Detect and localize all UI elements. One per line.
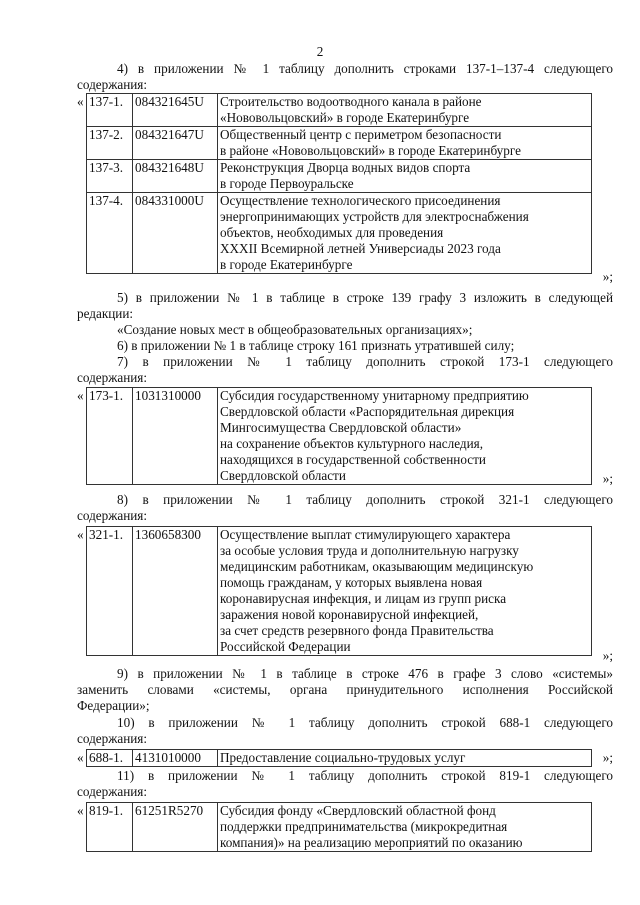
desc-line: XXXII Всемирной летней Универсиады 2023 года <box>220 241 501 256</box>
desc-line: компания)» на реализацию мероприятий по оказанию <box>220 835 523 850</box>
item10-table <box>86 749 592 767</box>
item9-text-end: Федерации»; <box>77 698 150 713</box>
item11-text: 11) в приложении № 1 таблицу дополнить строкой 819-1 следующего <box>117 768 613 783</box>
item10-text-cont: содержания: <box>77 731 148 746</box>
table-row <box>87 388 592 485</box>
desc-line: в городе Первоуральске <box>220 176 354 191</box>
desc-line: энергопринимающих устройств для электроснабжения <box>220 209 529 224</box>
close-quote: »; <box>602 269 613 284</box>
row-description <box>218 388 592 485</box>
desc-line: Свердловской области <box>220 468 346 483</box>
row-code: 084331000U <box>133 193 218 274</box>
item4-text: 4) в приложении № 1 таблицу дополнить строками 137-1–137-4 следующего <box>117 61 613 76</box>
row-code: 084321647U <box>133 127 218 160</box>
page-number: 2 <box>316 44 324 59</box>
desc-line: за счет средств резервного фонда Правительства <box>220 623 494 638</box>
row-number: 321-1. <box>87 527 133 656</box>
row-description <box>218 803 592 852</box>
item4-table-block <box>77 93 613 289</box>
desc-line: на сохранение объектов культурного наследия, <box>220 436 484 451</box>
open-quote: « <box>77 94 84 109</box>
item5-paragraph <box>77 290 613 338</box>
desc-line: Строительство водоотводного канала в районе <box>220 94 482 109</box>
item7-paragraph <box>77 354 613 386</box>
desc-line: поддержки предпринимательства (микрокредитная <box>220 819 508 834</box>
row-number: 137-4. <box>87 193 133 274</box>
item8-table <box>86 526 592 656</box>
item4-table <box>86 93 592 274</box>
table-row <box>87 193 592 274</box>
desc-line: в районе «Нововольцовский» в городе Екатеринбурге <box>220 143 521 158</box>
row-number: 137-2. <box>87 127 133 160</box>
table-row <box>87 803 592 852</box>
item7-table <box>86 387 592 485</box>
row-number: 819-1. <box>87 803 133 852</box>
desc-line: Реконструкция Дворца водных видов спорта <box>220 160 471 175</box>
row-code: 1360658300 <box>133 527 218 656</box>
row-description <box>218 160 592 193</box>
item8-text-cont: содержания: <box>77 508 148 523</box>
item5-text-cont: редакции: <box>77 306 134 321</box>
row-number: 137-1. <box>87 94 133 127</box>
table-row <box>87 127 592 160</box>
row-code: 4131010000 <box>133 750 218 767</box>
desc-line: Российской Федерации <box>220 639 351 654</box>
open-quote: « <box>77 750 84 765</box>
close-quote: »; <box>602 750 613 765</box>
item11-table <box>86 802 592 852</box>
item11-table-block <box>77 802 613 860</box>
row-code: 61251R5270 <box>133 803 218 852</box>
item7-text-cont: содержания: <box>77 370 148 385</box>
item6-text: 6) в приложении № 1 в таблице строку 161 признать утратившей силу; <box>117 338 515 353</box>
row-number: 137-3. <box>87 160 133 193</box>
open-quote: « <box>77 527 84 542</box>
desc-line: Свердловской области «Распорядительная дирекция <box>220 404 515 419</box>
desc-line: коронавирусная инфекция, и лицам из групп риска <box>220 591 507 606</box>
close-quote: »; <box>602 471 613 486</box>
desc-line: заражения новой коронавирусной инфекцией, <box>220 607 479 622</box>
item4-text-cont: содержания: <box>77 77 148 92</box>
desc-line: Мингосимущества Свердловской области» <box>220 420 462 435</box>
table-row <box>87 527 592 656</box>
item7-text: 7) в приложении № 1 таблицу дополнить строкой 173-1 следующего <box>117 354 613 369</box>
desc-line: Предоставление социально-трудовых услуг <box>220 750 466 765</box>
item9-text: 9) в приложении № 1 в таблице в строке 476 в графе 3 слово «системы» <box>117 666 613 681</box>
desc-line: Общественный центр с периметром безопасности <box>220 127 502 142</box>
row-description <box>218 94 592 127</box>
item11-paragraph <box>77 768 613 800</box>
item11-text-cont: содержания: <box>77 784 148 799</box>
desc-line: медицинским работникам, оказывающим медицинскую <box>220 559 534 574</box>
open-quote: « <box>77 388 84 403</box>
item4-paragraph <box>77 61 613 93</box>
row-number: 688-1. <box>87 750 133 767</box>
item9-paragraph <box>77 666 613 714</box>
row-description <box>218 193 592 274</box>
desc-line: Осуществление выплат стимулирующего характера <box>220 527 511 542</box>
item10-table-block <box>77 749 613 769</box>
table-row <box>87 94 592 127</box>
row-description <box>218 750 592 767</box>
desc-line: «Нововольцовский» в городе Екатеринбурге <box>220 110 470 125</box>
item5-quote-line: «Создание новых мест в общеобразовательных организациях»; <box>117 322 473 337</box>
item8-paragraph <box>77 492 613 524</box>
item8-text: 8) в приложении № 1 таблицу дополнить строкой 321-1 следующего <box>117 492 613 507</box>
open-quote: « <box>77 803 84 818</box>
desc-line: объектов, необходимых для проведения <box>220 225 444 240</box>
item7-table-block <box>77 387 613 491</box>
row-code: 084321645U <box>133 94 218 127</box>
item10-paragraph <box>77 715 613 747</box>
desc-line: Субсидия фонду «Свердловский областной фонд <box>220 803 496 818</box>
desc-line: Субсидия государственному унитарному предприятию <box>220 388 529 403</box>
row-description <box>218 127 592 160</box>
table-row <box>87 750 592 767</box>
row-description <box>218 527 592 656</box>
row-number: 173-1. <box>87 388 133 485</box>
desc-line: находящихся в государственной собственности <box>220 452 486 467</box>
row-code: 084321648U <box>133 160 218 193</box>
desc-line: помощь гражданам, у которых выявлена новая <box>220 575 483 590</box>
item9-text-cont: заменить словами «системы, органа принудительного исполнения Российской <box>77 682 613 697</box>
close-quote: »; <box>602 648 613 663</box>
desc-line: в городе Екатеринбурге <box>220 257 353 272</box>
item8-table-block <box>77 526 613 664</box>
item6-paragraph <box>77 338 613 354</box>
desc-line: за особые условия труда и дополнительную нагрузку <box>220 543 519 558</box>
item5-text: 5) в приложении № 1 в таблице в строке 139 графу 3 изложить в следующей <box>117 290 613 305</box>
desc-line: Осуществление технологического присоединения <box>220 193 501 208</box>
item10-text: 10) в приложении № 1 таблицу дополнить строкой 688-1 следующего <box>117 715 613 730</box>
row-code: 1031310000 <box>133 388 218 485</box>
table-row <box>87 160 592 193</box>
